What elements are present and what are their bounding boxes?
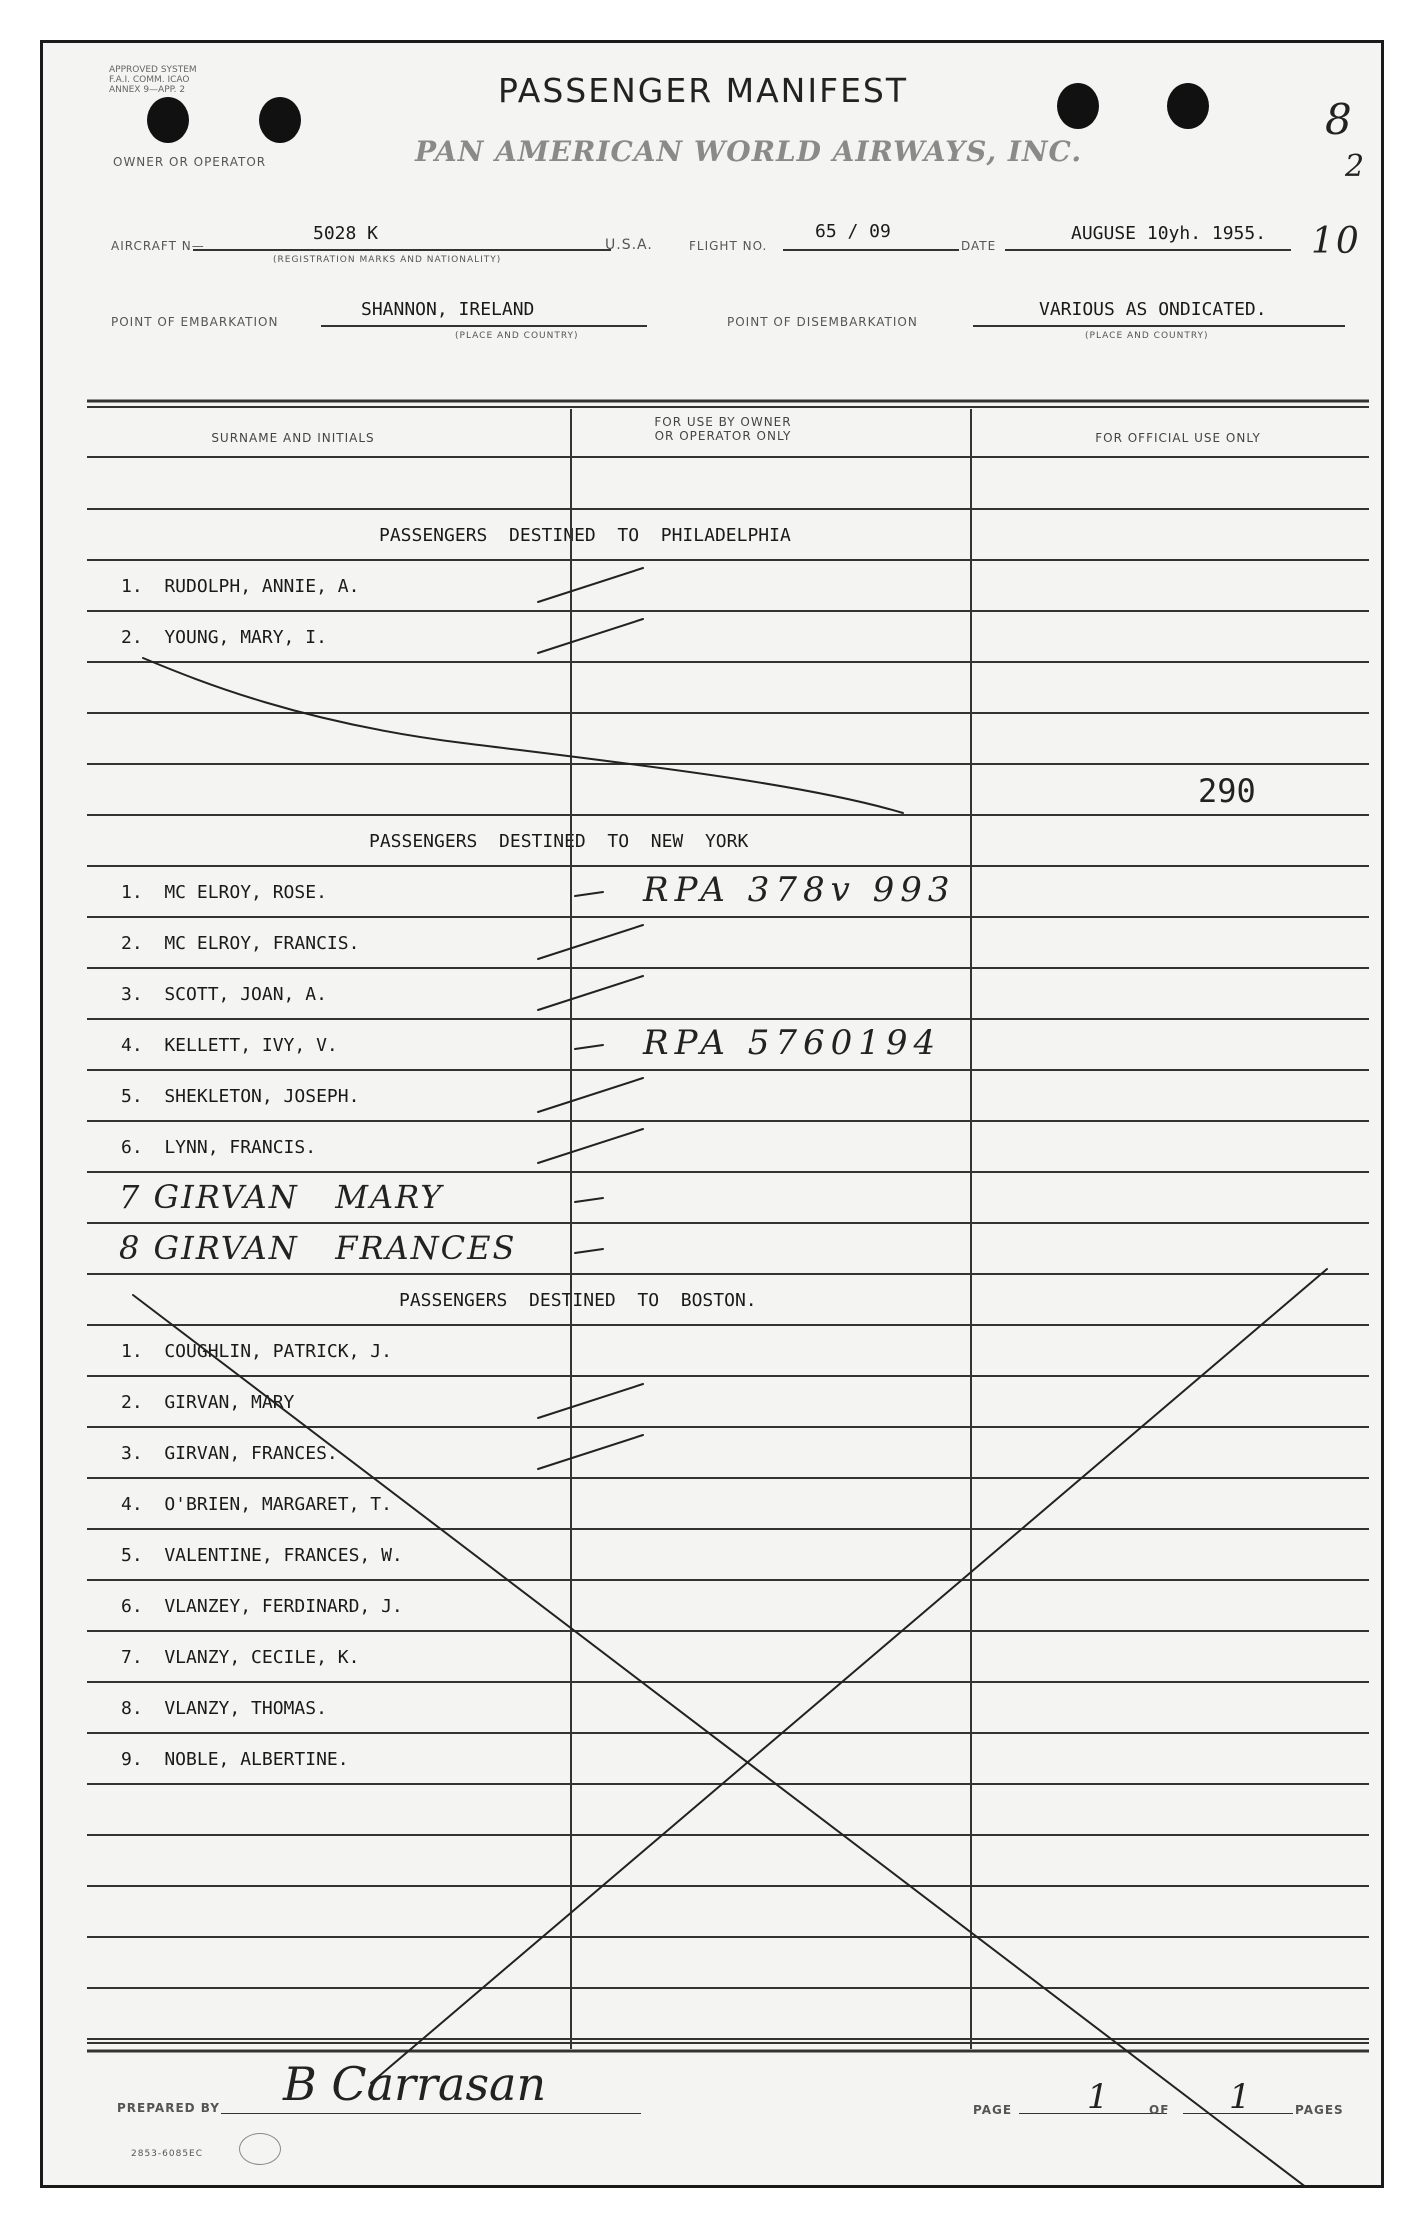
passenger-entry: 1. MC ELROY, ROSE. (121, 882, 327, 903)
handwritten-note: RPA 378v 993 (643, 870, 956, 910)
check-mark (538, 1129, 643, 1163)
aircraft-caption: (REGISTRATION MARKS AND NATIONALITY) (273, 255, 502, 265)
passenger-entry: 3. GIRVAN, FRANCES. (121, 1443, 338, 1464)
aircraft-label: AIRCRAFT N— (111, 239, 205, 253)
cross-line-1 (133, 1295, 1311, 2188)
aircraft-value: 5028 K (313, 223, 379, 244)
page-mark-middle: 2 (1345, 149, 1367, 184)
page-mark-top: 8 (1325, 95, 1354, 144)
disembarkation-caption: (PLACE AND COUNTRY) (1085, 331, 1209, 341)
date-label: DATE (961, 239, 997, 253)
check-mark (538, 976, 643, 1010)
cross-line-2 (371, 1269, 1327, 2083)
dash-mark (575, 1045, 603, 1049)
section-heading: PASSENGERS DESTINED TO NEW YORK (369, 831, 749, 852)
passenger-entry: 6. LYNN, FRANCIS. (121, 1137, 317, 1158)
cancel-curve (143, 658, 903, 813)
handwritten-passenger-entry: 8 GIRVAN FRANCES (119, 1229, 517, 1267)
check-mark (538, 925, 643, 959)
total-pages-number: 1 (1229, 2077, 1253, 2117)
manifest-lines (43, 43, 1384, 2188)
check-mark (538, 1078, 643, 1112)
preparer-signature: B Carrasan (283, 2057, 547, 2111)
passenger-entry: 2. YOUNG, MARY, I. (121, 627, 327, 648)
form-number: 2853-6085EC (131, 2149, 204, 2159)
section-heading: PASSENGERS DESTINED TO BOSTON. (399, 1290, 757, 1311)
prepared-by-label: PREPARED BY (117, 2101, 220, 2115)
check-mark (538, 1435, 643, 1469)
flight-label: FLIGHT NO. (689, 239, 768, 253)
page-title: PASSENGER MANIFEST (498, 71, 909, 110)
handwritten-passenger-entry: 7 GIRVAN MARY (119, 1178, 444, 1216)
embarkation-caption: (PLACE AND COUNTRY) (455, 331, 579, 341)
passenger-entry: 2. MC ELROY, FRANCIS. (121, 933, 360, 954)
column-header-surname: SURNAME AND INITIALS (211, 431, 375, 445)
passenger-entry: 1. RUDOLPH, ANNIE, A. (121, 576, 360, 597)
dash-mark (575, 892, 603, 896)
airline-name: PAN AMERICAN WORLD AIRWAYS, INC. (415, 135, 1083, 168)
dash-mark (575, 1198, 603, 1202)
date-value: AUGUSE 10yh. 1955. (1071, 223, 1267, 244)
column-header-owner-use-1: FOR USE BY OWNER (654, 415, 792, 429)
passenger-entry: 4. O'BRIEN, MARGARET, T. (121, 1494, 392, 1515)
manifest-sheet (40, 40, 1384, 2188)
approval-notice: APPROVED SYSTEM F.A.I. COMM. ICAO ANNEX 9—APP. 2 (109, 65, 197, 95)
check-mark (538, 1384, 643, 1418)
page-number: 1 (1087, 2077, 1111, 2117)
passenger-entry: 2. GIRVAN, MARY (121, 1392, 295, 1413)
disembarkation-value: VARIOUS AS ONDICATED. (1039, 299, 1267, 320)
passenger-entry: 6. VLANZEY, FERDINARD, J. (121, 1596, 403, 1617)
embarkation-label: POINT OF EMBARKATION (111, 315, 279, 329)
passenger-entry: 4. KELLETT, IVY, V. (121, 1035, 338, 1056)
embarkation-value: SHANNON, IRELAND (361, 299, 535, 320)
flight-value: 65 / 09 (815, 221, 891, 242)
passenger-entry: 7. VLANZY, CECILE, K. (121, 1647, 360, 1668)
passenger-entry: 5. SHEKLETON, JOSEPH. (121, 1086, 360, 1107)
column-header-owner-use-2: OR OPERATOR ONLY (654, 429, 792, 443)
country-label: U.S.A. (605, 237, 653, 253)
official-stamp-number: 290 (1198, 772, 1256, 810)
disembarkation-label: POINT OF DISEMBARKATION (727, 315, 918, 329)
passenger-entry: 8. VLANZY, THOMAS. (121, 1698, 327, 1719)
column-header-official: FOR OFFICIAL USE ONLY (1095, 431, 1261, 445)
pages-label: PAGES (1295, 2103, 1344, 2117)
of-label: OF (1149, 2103, 1170, 2117)
passenger-entry: 9. NOBLE, ALBERTINE. (121, 1749, 349, 1770)
passenger-entry: 1. COUGHLIN, PATRICK, J. (121, 1341, 392, 1362)
page-mark-bottom: 10 (1311, 221, 1361, 262)
dash-mark (575, 1249, 603, 1253)
section-heading: PASSENGERS DESTINED TO PHILADELPHIA (379, 525, 791, 546)
owner-label: OWNER OR OPERATOR (113, 155, 267, 169)
check-mark (538, 568, 643, 602)
passenger-entry: 5. VALENTINE, FRANCES, W. (121, 1545, 403, 1566)
page-label: PAGE (973, 2103, 1013, 2117)
passenger-entry: 3. SCOTT, JOAN, A. (121, 984, 327, 1005)
handwritten-note: RPA 5760194 (643, 1023, 942, 1063)
check-mark (538, 619, 643, 653)
